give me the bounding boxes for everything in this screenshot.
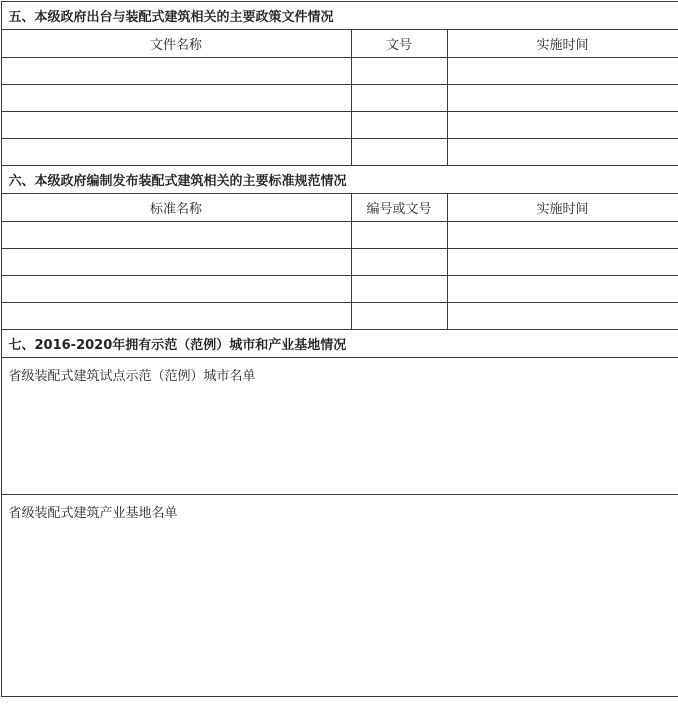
table-row xyxy=(1,138,678,165)
table-cell[interactable] xyxy=(447,248,678,275)
table-cell[interactable] xyxy=(447,302,678,329)
table-cell[interactable] xyxy=(447,221,678,248)
table-row xyxy=(1,111,678,138)
report-table xyxy=(1,1,678,697)
section5-header-row xyxy=(1,29,678,57)
header-standard-number: 编号或文号 xyxy=(351,193,447,221)
section5-title-row xyxy=(1,1,678,29)
table-cell[interactable] xyxy=(351,302,447,329)
header-effective-date: 实施时间 xyxy=(447,193,678,221)
table-cell[interactable] xyxy=(447,275,678,302)
table-cell[interactable] xyxy=(351,84,447,111)
table-cell[interactable] xyxy=(447,111,678,138)
table-cell[interactable] xyxy=(351,275,447,302)
table-row xyxy=(1,84,678,111)
table-cell[interactable] xyxy=(351,248,447,275)
table-cell[interactable] xyxy=(1,138,351,165)
table-row xyxy=(1,57,678,84)
section7-title-row xyxy=(1,329,678,357)
header-effective-date: 实施时间 xyxy=(447,29,678,57)
section7-title: 七、2016-2020年拥有示范（范例）城市和产业基地情况 xyxy=(1,329,678,357)
table-cell[interactable] xyxy=(351,138,447,165)
section6-title-row xyxy=(1,165,678,193)
table-cell[interactable] xyxy=(1,57,351,84)
table-cell[interactable] xyxy=(1,84,351,111)
table-cell[interactable] xyxy=(447,84,678,111)
table-row xyxy=(1,275,678,302)
table-cell[interactable] xyxy=(1,248,351,275)
pilot-city-row xyxy=(1,357,678,494)
table-row xyxy=(1,221,678,248)
table-cell[interactable] xyxy=(351,221,447,248)
header-standard-name: 标准名称 xyxy=(1,193,351,221)
table-cell[interactable] xyxy=(447,138,678,165)
pilot-city-list-box[interactable]: 省级装配式建筑试点示范（范例）城市名单 xyxy=(1,357,678,494)
industry-base-row xyxy=(1,494,678,696)
section6-title: 六、本级政府编制发布装配式建筑相关的主要标准规范情况 xyxy=(1,165,678,193)
table-row xyxy=(1,302,678,329)
industry-base-list-box[interactable]: 省级装配式建筑产业基地名单 xyxy=(1,494,678,696)
table-row xyxy=(1,248,678,275)
section6-header-row xyxy=(1,193,678,221)
table-cell[interactable] xyxy=(1,221,351,248)
table-cell[interactable] xyxy=(1,275,351,302)
table-cell[interactable] xyxy=(447,57,678,84)
header-document-number: 文号 xyxy=(351,29,447,57)
table-cell[interactable] xyxy=(351,57,447,84)
table-cell[interactable] xyxy=(1,302,351,329)
header-document-name: 文件名称 xyxy=(1,29,351,57)
table-cell[interactable] xyxy=(351,111,447,138)
table-cell[interactable] xyxy=(1,111,351,138)
section5-title: 五、本级政府出台与装配式建筑相关的主要政策文件情况 xyxy=(1,1,678,29)
